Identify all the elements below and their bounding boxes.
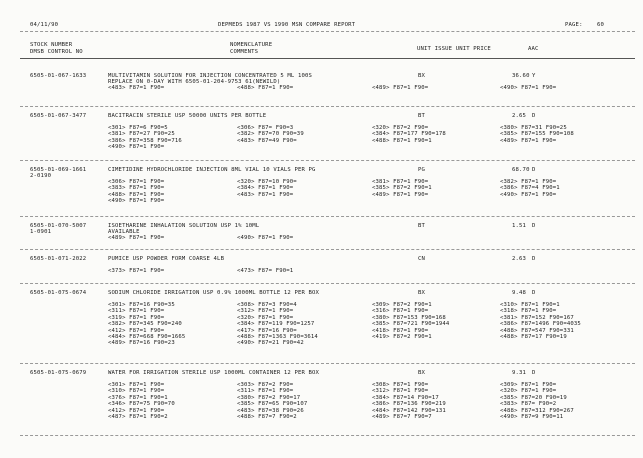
usage-code: <483> F87=1 F90= [237, 191, 294, 198]
usage-code: <309> F87=1 F90= [500, 382, 557, 388]
aac-code: D [532, 256, 536, 262]
entry-divider [20, 106, 635, 107]
unit-of-issue: BT [418, 223, 426, 229]
stock-number: 6505-01-069-1661 [30, 167, 87, 173]
usage-code: <308> F87=3 F90=4 [237, 302, 297, 308]
usage-code: <311> F87=1 F90= [108, 308, 165, 315]
usage-code: <386> F87=1496 F90=4035 [500, 321, 581, 328]
usage-code: <483> F87=38 F90=26 [237, 407, 304, 414]
usage-code: <490> F87=1 F90= [237, 235, 294, 241]
unit-price: 68.70 [512, 167, 530, 173]
usage-code: <490> F87=1 F90= [108, 198, 165, 205]
usage-code: <311> F87=1 F90= [237, 388, 294, 395]
entry-divider [20, 363, 635, 364]
col-unit-price: UNIT ISSUE UNIT PRICE [417, 46, 491, 52]
header-divider [20, 31, 635, 32]
page-label: PAGE: [565, 22, 583, 28]
aac-code: Y [532, 73, 536, 79]
usage-code: <473> F87= F90=1 [237, 268, 294, 274]
aac-code: D [532, 113, 536, 119]
unit-price: 2.63 [512, 256, 527, 262]
usage-code: <320> F87=1 F90= [500, 388, 557, 395]
usage-code: <489> F87=1 F90= [372, 85, 429, 91]
usage-code: <484> F87=142 F90=131 [372, 407, 446, 414]
control-number: 1-0901 [30, 229, 52, 235]
entry-divider [20, 216, 635, 217]
unit-of-issue: CN [418, 256, 426, 262]
unit-of-issue: BX [418, 73, 426, 79]
col-control-no: DMSB CONTROL NO [30, 49, 83, 55]
usage-code: <488> F87=1 F90= [108, 191, 165, 198]
usage-code: <320> F87=2 F90= [372, 125, 429, 131]
stock-number: 6505-01-071-2022 [30, 256, 87, 262]
usage-code: <385> F87=2 F90=1 [372, 185, 432, 192]
usage-code: <488> F87=312 F90=267 [500, 407, 574, 414]
usage-code: <384> F87=14 F90=17 [372, 394, 439, 401]
usage-code: <483> F87=1 F90= [108, 85, 165, 91]
usage-code: <303> F87=2 F90= [237, 382, 294, 388]
stock-number: 6505-01-067-1633 [30, 73, 87, 79]
unit-price: 36.60 [512, 73, 530, 79]
comment: AVAILABLE [108, 229, 140, 235]
unit-price: 2.65 [512, 113, 527, 119]
usage-code: <382> F87=1 F90= [500, 179, 557, 185]
usage-code: <489> F87=1 F90= [500, 137, 557, 144]
usage-code: <488> F87=17 F90=19 [500, 334, 567, 340]
usage-code: <488> F87=1 F90=1 [372, 137, 432, 144]
col-nomenclature: NOMENCLATURE [230, 42, 273, 48]
usage-code: <386> F87=4 F90=1 [500, 185, 560, 192]
usage-code: <308> F87=1 F90= [372, 382, 429, 388]
usage-code: <309> F87=2 F90=1 [372, 302, 432, 308]
unit-of-issue: BT [418, 113, 426, 119]
usage-code: <490> F87=1 F90= [108, 144, 165, 151]
nomenclature: PUMICE USP POWDER FORM COARSE 4LB [108, 256, 225, 262]
usage-code: <381> F87=152 F90=167 [500, 314, 574, 321]
usage-code: <320> F87=10 F90= [237, 179, 297, 185]
aac-code: D [532, 290, 536, 296]
usage-code: <346> F87=75 F90=70 [108, 401, 175, 408]
usage-code: <301> F87=6 F90=5 [108, 125, 168, 131]
unit-price: 1.51 [512, 223, 527, 229]
stock-number: 6505-01-075-0674 [30, 290, 87, 296]
usage-code: <383> F87= F90=2 [500, 401, 557, 408]
nomenclature: SODIUM CHLORIDE IRRIGATION USP 0.9% 1000ML BOTTLE 12 PER BOX [108, 290, 320, 296]
usage-code: <382> F87=345 F90=240 [108, 321, 182, 328]
usage-code: <319> F87=1 F90= [108, 314, 165, 321]
unit-price: 9.48 [512, 290, 527, 296]
usage-code: <417> F87=16 F90= [237, 327, 297, 334]
usage-code: <380> F87=153 F90=168 [372, 314, 446, 321]
nomenclature: ISOETHARINE INHALATION SOLUTION USP 1% 10ML [108, 223, 260, 229]
usage-code: <318> F87=1 F90= [500, 308, 557, 315]
usage-code: <301> F87=16 F90=35 [108, 302, 175, 308]
usage-code: <306> F87=1 F90= [108, 179, 165, 185]
aac-code: D [532, 370, 536, 376]
nomenclature: CIMETIDINE HYDROCHLORIDE INJECTION 8ML VIAL 10 VIALS PER PG [108, 167, 316, 173]
col-stock-number: STOCK NUMBER [30, 42, 73, 48]
entry-divider [20, 249, 635, 250]
usage-code: <488> F87=1 F90= [237, 85, 294, 91]
usage-code: <384> F87=177 F90=178 [372, 131, 446, 138]
unit-of-issue: BX [418, 370, 426, 376]
nomenclature: MULTIVITAMIN SOLUTION FOR INJECTION CONCENTRATED 5 ML 100S [108, 73, 313, 79]
control-number: 2-0190 [30, 173, 52, 179]
usage-code: <489> F87=1 F90= [372, 191, 429, 198]
col-aac: AAC [528, 46, 539, 52]
report-date: 04/11/90 [30, 22, 59, 28]
usage-code: <384> F87=1 F90= [237, 185, 294, 192]
stock-number: 6505-01-075-0679 [30, 370, 87, 376]
aac-code: D [532, 167, 536, 173]
usage-code: <483> F87=49 F90= [237, 137, 297, 144]
usage-code: <488> F87=7 F90=2 [237, 414, 297, 420]
comment: REPLACE ON 0-DAY WITH 6505-01-204-9753 61(NEWILD) [108, 79, 281, 85]
usage-code: <412> F87=1 F90= [108, 407, 165, 414]
unit-of-issue: BX [418, 290, 426, 296]
usage-code: <386> F87=358 F90=716 [108, 137, 182, 144]
usage-code: <320> F87=1 F90= [237, 314, 294, 321]
entry-divider [20, 160, 635, 161]
usage-code: <489> F87=1 F90= [108, 235, 165, 241]
usage-code: <382> F87=70 F90=39 [237, 131, 304, 138]
usage-code: <301> F87=1 F90= [108, 382, 165, 388]
nomenclature: WATER FOR IRRIGATION STERILE USP 1000ML CONTAINER 12 PER BOX [108, 370, 320, 376]
usage-code: <312> F87=1 F90= [372, 388, 429, 395]
usage-code: <381> F87=27 F90=25 [108, 131, 175, 138]
stock-number: 6505-01-070-5007 [30, 223, 87, 229]
usage-code: <380> F87=2 F90=17 [237, 394, 301, 401]
usage-code: <419> F87=2 F90=1 [372, 334, 432, 340]
usage-code: <376> F87=1 F90=1 [108, 394, 168, 401]
usage-code: <490> F87=1 F90= [500, 85, 557, 91]
usage-code: <487> F87=1 F90=2 [108, 414, 168, 420]
usage-code: <383> F87=1 F90= [108, 185, 165, 192]
usage-code: <380> F87=31 F90=25 [500, 125, 567, 131]
usage-code: <312> F87=1 F90= [237, 308, 294, 315]
page-number: 60 [597, 22, 605, 28]
usage-code: <490> F87=1 F90= [500, 191, 557, 198]
usage-code: <484> F87=668 F90=1665 [108, 334, 186, 340]
usage-code: <385> F87=155 F90=108 [500, 131, 574, 138]
stock-number: 6505-01-067-3477 [30, 113, 87, 119]
usage-code: <310> F87=1 F90= [108, 388, 165, 395]
usage-code: <306> F87= F90=3 [237, 125, 294, 131]
usage-code: <490> F87=9 F90=11 [500, 414, 564, 420]
entry-divider [20, 435, 635, 436]
unit-of-issue: PG [418, 167, 426, 173]
usage-code: <489> F87=7 F90=7 [372, 414, 432, 420]
usage-code: <418> F87=1 F90= [372, 327, 429, 334]
usage-code: <385> F87=20 F90=19 [500, 394, 567, 401]
usage-code: <490> F87=21 F90=42 [237, 340, 304, 347]
usage-code: <373> F87=1 F90= [108, 268, 165, 274]
report-title: DEPMEDS 1987 VS 1990 MSN COMPARE REPORT [218, 22, 356, 28]
usage-code: <412> F87=1 F90= [108, 327, 165, 334]
usage-code: <488> F87=547 F90=331 [500, 327, 574, 334]
entry-divider [20, 283, 635, 284]
unit-price: 9.31 [512, 370, 527, 376]
usage-code: <384> F87=119 F90=1257 [237, 321, 315, 328]
usage-code: <489> F87=16 F90=23 [108, 340, 175, 347]
nomenclature: BACITRACIN STERILE USP 50000 UNITS PER BOTTLE [108, 113, 267, 119]
usage-code: <488> F87=1363 F90=3614 [237, 334, 318, 340]
usage-code: <385> F87=721 F90=1944 [372, 321, 450, 328]
usage-code: <381> F87=1 F90= [372, 179, 429, 185]
usage-code: <386> F87=136 F90=219 [372, 401, 446, 408]
usage-code: <316> F87=1 F90= [372, 308, 429, 315]
column-divider [20, 58, 635, 59]
usage-code: <385> F87=65 F90=107 [237, 401, 308, 408]
col-comments: COMMENTS [230, 49, 259, 55]
aac-code: D [532, 223, 536, 229]
usage-code: <310> F87=1 F90=1 [500, 302, 560, 308]
